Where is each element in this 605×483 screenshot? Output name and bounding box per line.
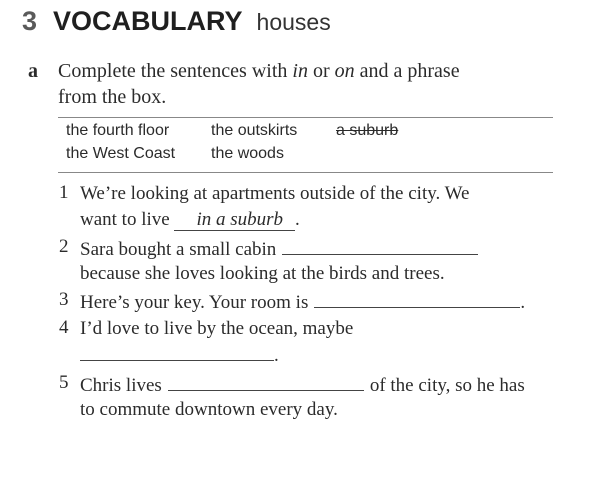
instruction-text-end: and a phrase: [354, 60, 460, 82]
sentence-5-text-start: Chris lives: [80, 375, 162, 396]
answer-blank[interactable]: [314, 289, 520, 308]
sentence-3-text: Here’s your key. Your room is: [80, 292, 309, 313]
answer-blank-filled[interactable]: in a suburb: [174, 210, 295, 231]
word-box-item: the woods: [211, 145, 284, 162]
answer-blank[interactable]: [282, 236, 478, 255]
section-heading: [22, 6, 331, 46]
sentence-number: 3: [59, 289, 69, 310]
word-box-item-struck: a suburb: [336, 122, 399, 139]
instruction-word-in: in: [292, 60, 308, 82]
instruction-line-2: from the box.: [58, 86, 167, 108]
sentence-number: 4: [59, 317, 69, 338]
instruction-word-or: or: [307, 60, 335, 82]
sentence-4-period: .: [274, 345, 279, 366]
instruction-text: [58, 58, 538, 110]
instruction-line-1: [58, 58, 538, 84]
sentence-4-line-1: I’d love to live by the ocean, maybe: [80, 318, 354, 339]
sentence-1-line-1: We’re looking at apartments outside of the city. We: [80, 183, 470, 204]
sentence-number: 1: [59, 182, 69, 203]
section-number: 3: [22, 6, 38, 36]
word-box-item: the outskirts: [211, 122, 298, 139]
instruction-text-start: Complete the sentences with: [58, 60, 293, 82]
sentence-5-line-1: [80, 372, 525, 396]
sentence-2-text: Sara bought a small cabin: [80, 239, 277, 260]
sentence-2-line-2: because she loves looking at the birds and trees.: [80, 263, 445, 284]
sentence-3-period: .: [520, 292, 526, 313]
answer-blank[interactable]: [80, 342, 274, 361]
word-box-top-rule: [58, 117, 553, 118]
instruction-word-on: on: [334, 60, 355, 82]
word-box-item: the West Coast: [66, 145, 176, 162]
section-title: VOCABULARY: [53, 6, 243, 36]
sentence-2-line-1: [80, 236, 478, 260]
sentence-1-period: .: [295, 209, 300, 230]
word-box-bottom-rule: [58, 172, 553, 173]
sentence-1-text: want to live: [80, 209, 175, 230]
sentence-5-text-end: of the city, so he has: [369, 375, 525, 396]
section-subtitle: houses: [256, 9, 331, 35]
word-box-item: the fourth floor: [66, 122, 170, 139]
sentence-1-line-2: [80, 208, 300, 232]
answer-blank[interactable]: [168, 372, 364, 391]
sentence-3-line: [80, 289, 525, 313]
sentence-number: 2: [59, 236, 69, 257]
sentence-5-line-2: to commute downtown every day.: [80, 399, 338, 420]
sentence-4-line-2: [80, 342, 279, 366]
sentence-number: 5: [59, 372, 69, 393]
exercise-letter: a: [28, 60, 38, 82]
